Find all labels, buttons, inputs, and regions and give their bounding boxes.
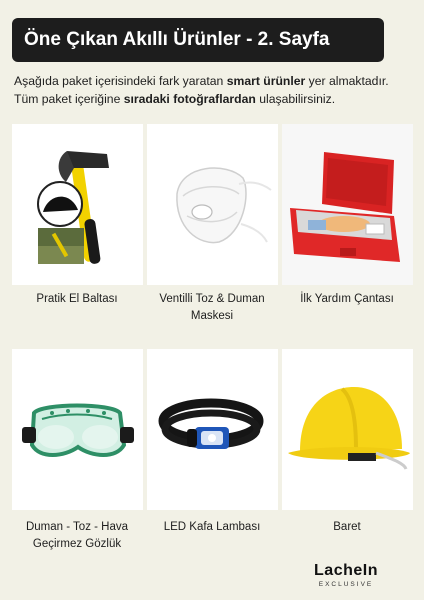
product-tile-headlamp[interactable] [147, 349, 278, 510]
safety-goggles-icon [12, 349, 143, 510]
brand-tagline: EXCLUSIVE [318, 581, 374, 588]
product-tile-goggles[interactable] [12, 349, 143, 510]
dust-mask-icon [147, 124, 278, 285]
intro-line-2-part-c: ulaşabilirsiniz. [255, 92, 336, 106]
product-label-goggles: Duman - Toz - Hava Geçirmez Gözlük [25, 521, 129, 550]
product-label-headlamp: LED Kafa Lambası [163, 521, 261, 533]
axe-icon [12, 124, 143, 285]
brand-name: LacheIn [314, 562, 378, 579]
page-title-banner [12, 18, 384, 62]
intro-line-1 [14, 72, 414, 90]
first-aid-kit-icon [282, 124, 413, 285]
headlamp-icon [147, 349, 278, 510]
product-label-hard-hat: Baret [333, 521, 361, 533]
intro-line-2-highlight: sıradaki fotoğraflardan [123, 92, 256, 106]
product-label-first-aid: İlk Yardım Çantası [300, 293, 394, 305]
intro-line-2-part-a: Tüm paket içeriğine [14, 92, 124, 106]
product-label-axe: Pratik El Baltası [36, 293, 118, 305]
page-title: Öne Çıkan Akıllı Ürünler - 2. Sayfa [24, 29, 330, 50]
product-label-mask: Ventilli Toz & Duman Maskesi [159, 293, 265, 322]
intro-line-1-part-c: yer almaktadır. [305, 74, 389, 88]
product-tile-mask[interactable] [147, 124, 278, 285]
intro-line-1-part-a: Aşağıda paket içerisindeki fark yaratan [14, 74, 227, 88]
intro-line-1-highlight: smart ürünler [226, 74, 306, 88]
intro-line-2 [14, 90, 414, 108]
brand-logo [306, 562, 386, 588]
intro-text [14, 72, 414, 108]
hard-hat-icon [282, 349, 413, 510]
product-tile-hard-hat[interactable] [282, 349, 413, 510]
product-tile-axe[interactable] [12, 124, 143, 285]
product-tile-first-aid[interactable] [282, 124, 413, 285]
